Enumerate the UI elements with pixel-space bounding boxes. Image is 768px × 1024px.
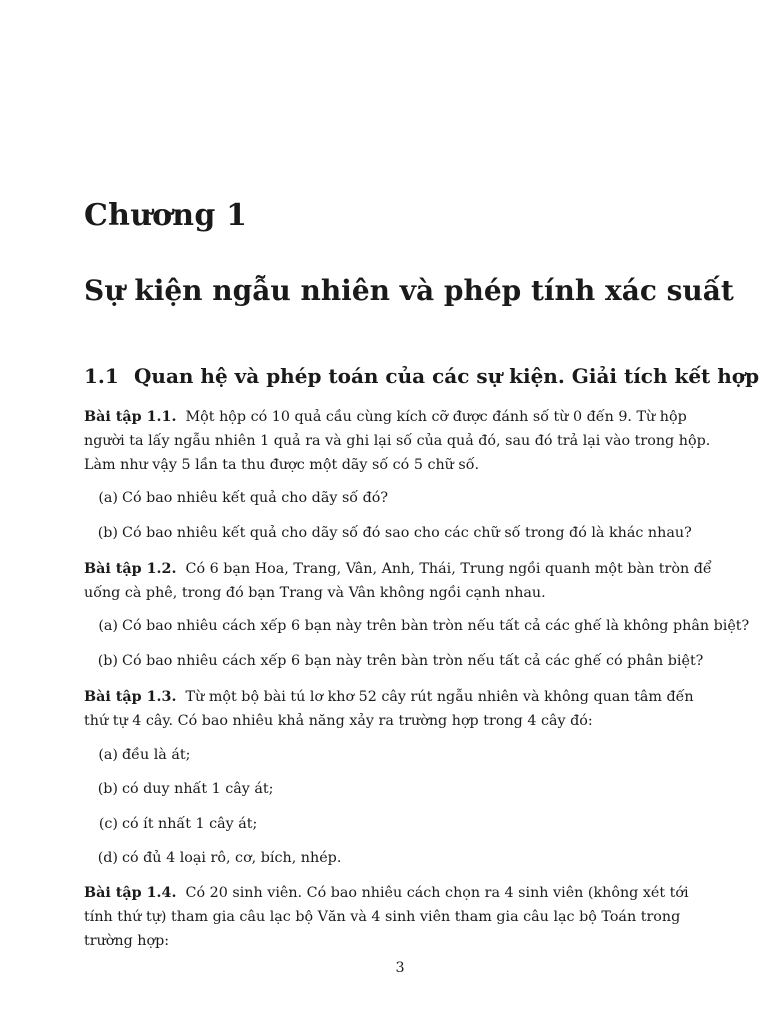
exercise-1-4: [84, 881, 716, 953]
page-number: 3: [395, 960, 405, 976]
item-text: đều là át;: [122, 747, 191, 763]
item-text: có ít nhất 1 cây át;: [122, 816, 258, 832]
item-label: (a): [98, 490, 118, 506]
chapter-title: Sự kiện ngẫu nhiên và phép tính xác suất: [84, 274, 734, 307]
section-title: Quan hệ và phép toán của các sự kiện. Giải tích kết hợp: [134, 364, 760, 388]
list-item: [84, 649, 716, 673]
list-item: [84, 521, 716, 545]
exercise-text: Từ một bộ bài tú lơ khơ 52 cây rút ngẫu nhiên và không quan tâm đến thứ tự 4 cây. Có bao nhiêu khả năng xảy ra trường hợp trong 4 cây đó:: [84, 689, 694, 729]
exercise-label: Bài tập 1.2.: [84, 561, 177, 577]
list-item: [84, 812, 716, 836]
item-label: (b): [97, 781, 118, 797]
exercise-text: Có 20 sinh viên. Có bao nhiêu cách chọn ra 4 sinh viên (không xét tới tính thứ tự) tham gia câu lạc bộ Văn và 4 sinh viên tham gia câu lạc bộ Toán trong trường hợp:: [84, 885, 689, 949]
exercise-1-2: [84, 557, 716, 605]
item-text: có duy nhất 1 cây át;: [122, 781, 274, 797]
exercise-label: Bài tập 1.3.: [84, 689, 177, 705]
item-label: (a): [98, 618, 118, 634]
chapter-label: Chương 1: [84, 198, 248, 233]
list-item: [84, 777, 716, 801]
list-item: [84, 743, 716, 767]
item-label: (d): [97, 850, 118, 866]
item-text: Có bao nhiêu cách xếp 6 bạn này trên bàn tròn nếu tất cả các ghế là không phân biệt?: [122, 618, 750, 634]
item-text: có đủ 4 loại rô, cơ, bích, nhép.: [122, 850, 342, 866]
exercise-text: Một hộp có 10 quả cầu cùng kích cỡ được đánh số từ 0 đến 9. Từ hộp người ta lấy ngẫu nhiên 1 quả ra và ghi lại số của quả đó, sau đó trả lại vào trong hộp. Làm như vậy 5 lần ta thu được một dãy số có 5 chữ số.: [84, 409, 711, 473]
item-label: (b): [97, 525, 118, 541]
item-text: Có bao nhiêu cách xếp 6 bạn này trên bàn tròn nếu tất cả các ghế có phân biệt?: [122, 653, 704, 669]
list-item: [84, 614, 750, 638]
item-label: (c): [98, 816, 118, 832]
exercise-1-3: [84, 685, 716, 733]
exercise-1-1: [84, 405, 716, 477]
exercise-text: Có 6 bạn Hoa, Trang, Vân, Anh, Thái, Trung ngồi quanh một bàn tròn để uống cà phê, trong đó bạn Trang và Vân không ngồi cạnh nhau.: [84, 561, 712, 601]
item-label: (b): [97, 653, 118, 669]
exercise-label: Bài tập 1.4.: [84, 885, 177, 901]
list-item: [84, 486, 716, 510]
section-heading: [84, 364, 759, 388]
item-text: Có bao nhiêu kết quả cho dãy số đó sao cho các chữ số trong đó là khác nhau?: [122, 525, 692, 541]
item-text: Có bao nhiêu kết quả cho dãy số đó?: [122, 490, 389, 506]
item-label: (a): [98, 747, 118, 763]
list-item: [84, 846, 716, 870]
section-number: 1.1: [84, 364, 119, 388]
exercise-label: Bài tập 1.1.: [84, 409, 177, 425]
